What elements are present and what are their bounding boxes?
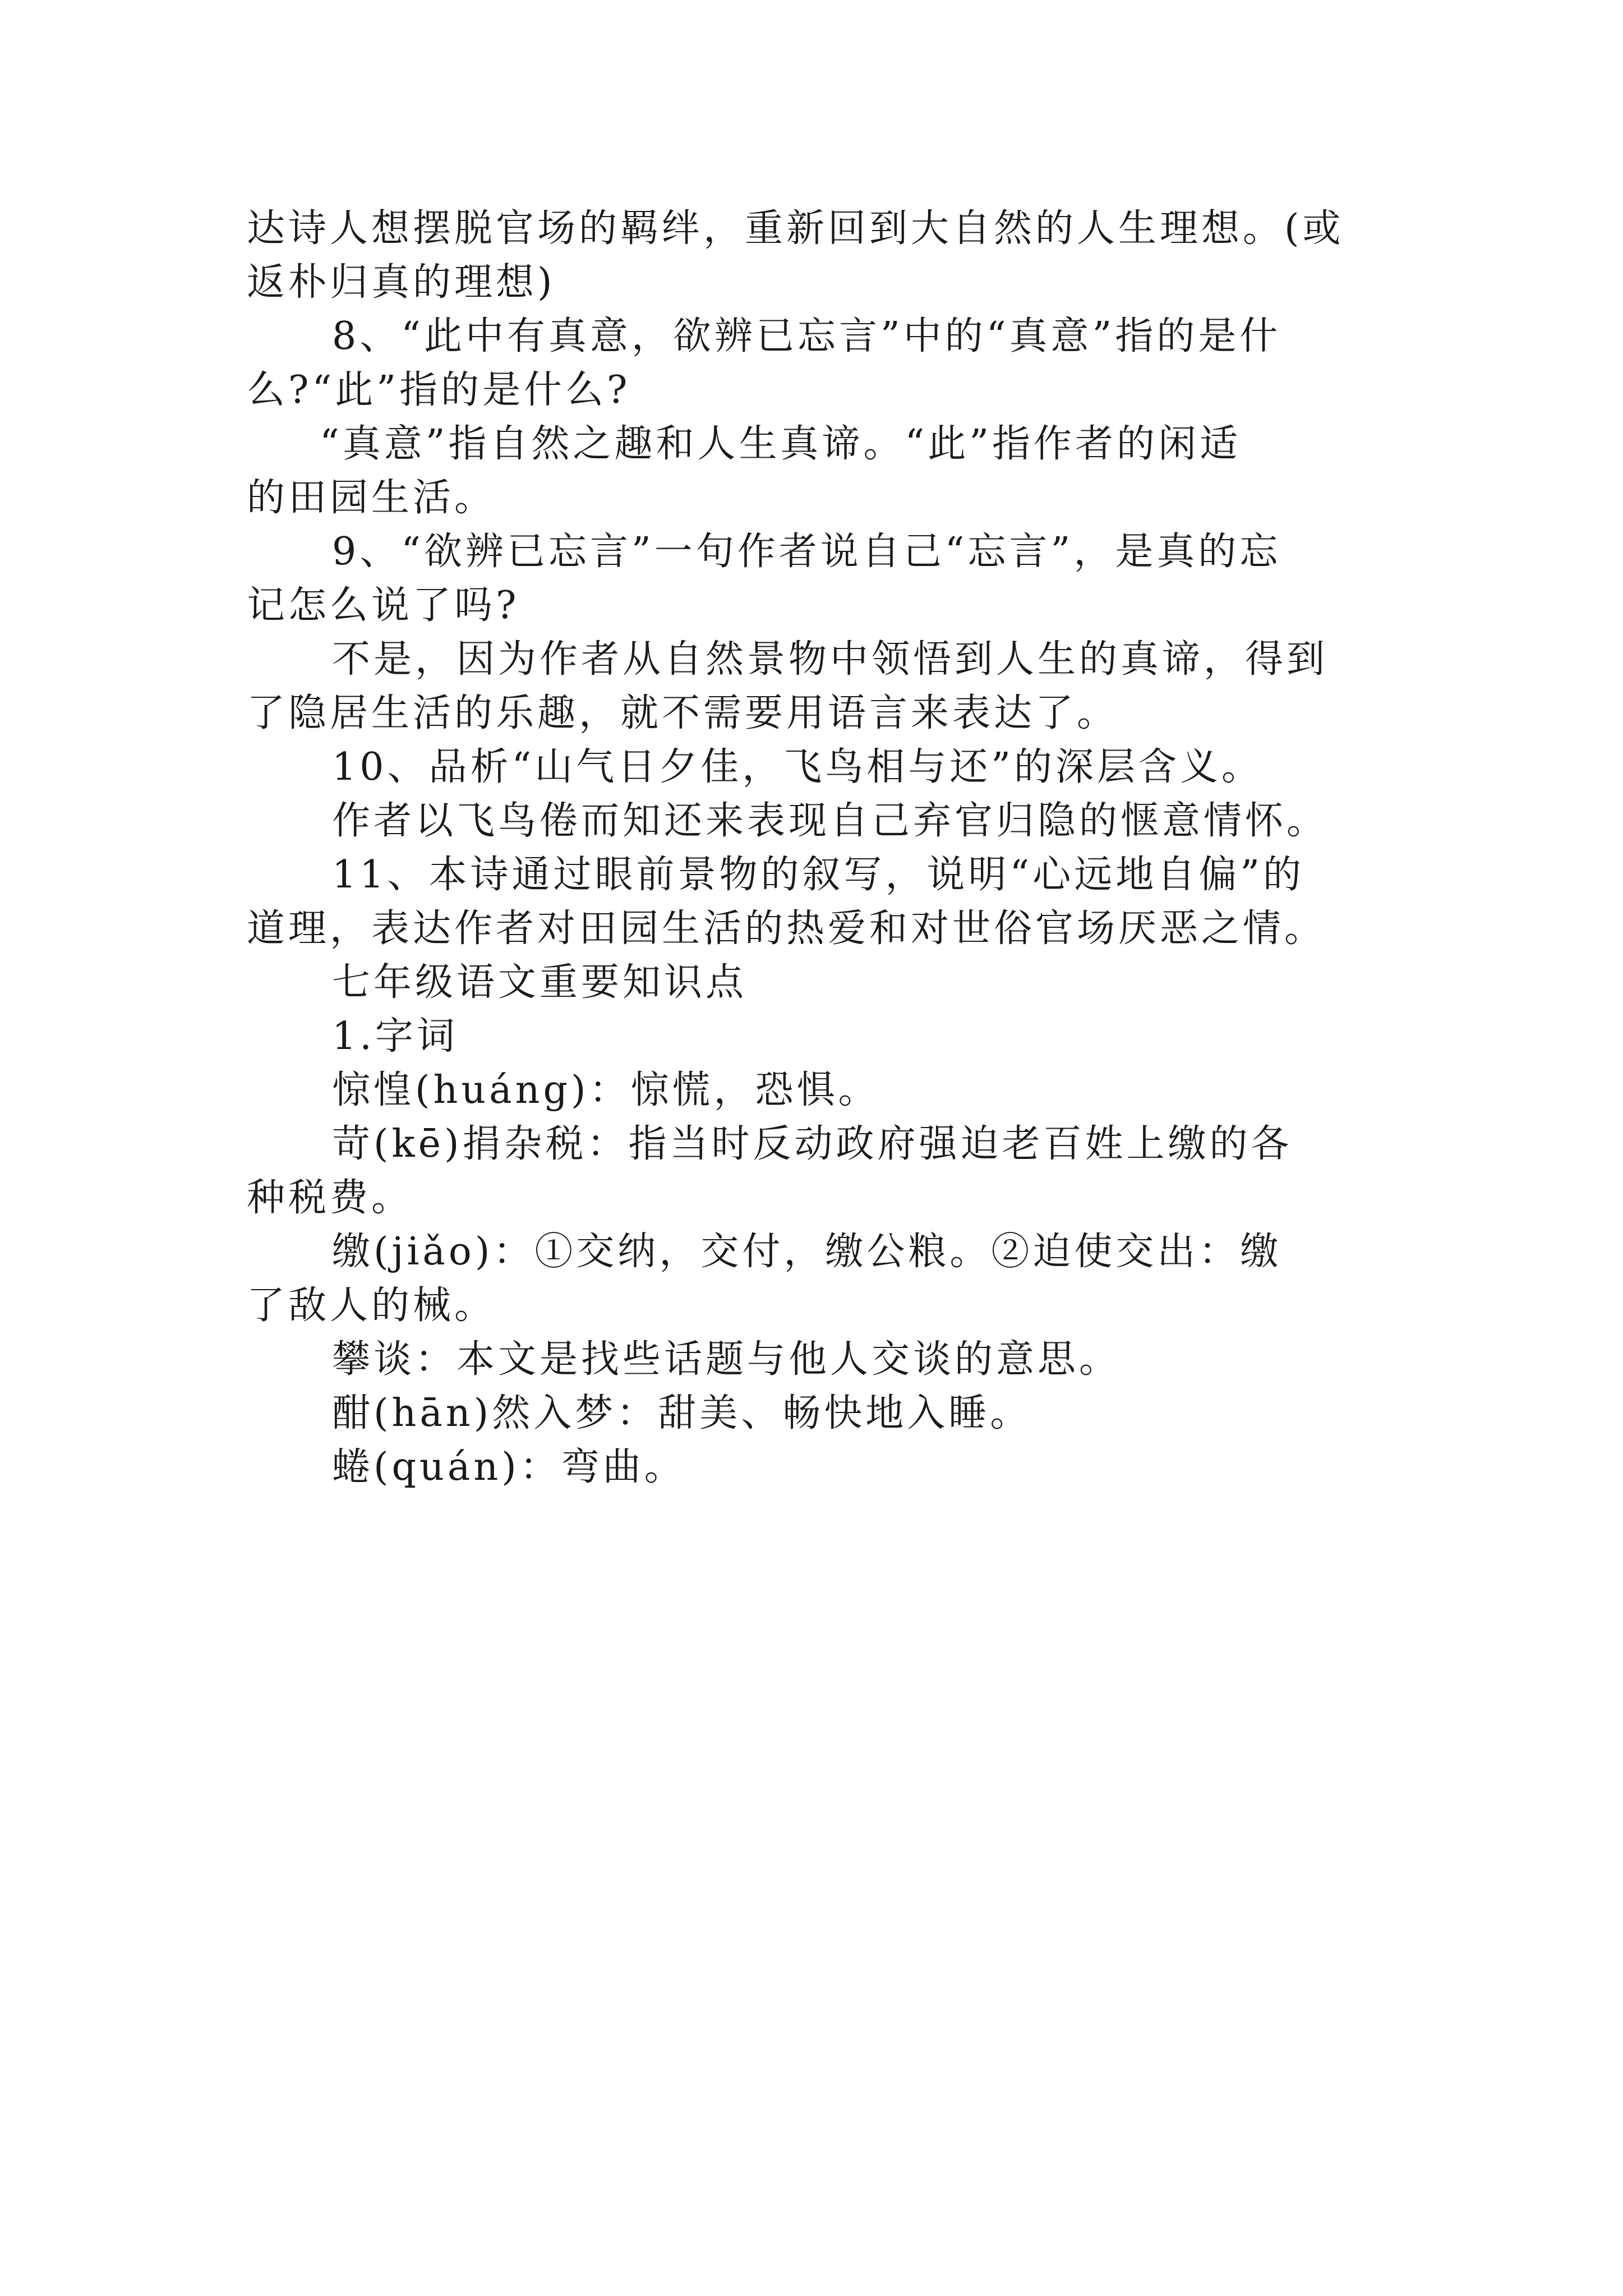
answer-8 (247, 417, 1391, 525)
text-line: 11、本诗通过眼前景物的叙写，说明“心远地自偏”的 (332, 853, 1305, 897)
document-body (247, 202, 1391, 1494)
text-line: 么?“此”指的是什么? (247, 368, 631, 412)
text-line: 10、品析“山气日夕佳，飞鸟相与还”的深层含义。 (332, 745, 1264, 789)
question-10 (247, 740, 1391, 794)
text-line: 酣(hān)然入梦：甜美、畅快地入睡。 (332, 1391, 1032, 1435)
section-heading (247, 956, 1391, 1010)
text-line: 缴(jiǎo)：①交纳，交付，缴公粮。②迫使交出：缴 (332, 1230, 1282, 1274)
text-line: 攀谈：本文是找些话题与他人交谈的意思。 (332, 1337, 1121, 1382)
text-line: 9、“欲辨已忘言”一句作者说自己“忘言”，是真的忘 (332, 530, 1281, 574)
question-8 (247, 310, 1391, 417)
paragraph-continuation (247, 202, 1391, 310)
text-line: 惊惶(huáng)：惊慌，恐惧。 (332, 1068, 880, 1112)
subsection-heading (247, 1010, 1391, 1064)
text-line: 记怎么说了吗? (247, 583, 520, 628)
text-line: 苛(kē)捐杂税：指当时反动政府强迫老百姓上缴的各 (332, 1122, 1293, 1166)
vocab-entry (247, 1117, 1391, 1225)
point-11 (247, 848, 1391, 956)
text-line: 达诗人想摆脱官场的羁绊，重新回到大自然的人生理想。(或 (247, 206, 1344, 251)
text-line: 道理，表达作者对田园生活的热爱和对世俗官场厌恶之情。 (247, 907, 1326, 951)
text-line: 了敌人的械。 (247, 1283, 496, 1328)
vocab-entry (247, 1064, 1391, 1117)
text-line: 蜷(quán)：弯曲。 (332, 1445, 686, 1489)
text-line: 七年级语文重要知识点 (332, 960, 748, 1005)
vocab-entry (247, 1441, 1391, 1494)
text-line: 作者以飞鸟倦而知还来表现自己弃官归隐的惬意情怀。 (332, 799, 1329, 843)
answer-10 (247, 794, 1391, 848)
text-line: 1.字词 (332, 1014, 458, 1059)
text-line: “真意”指自然之趣和人生真谛。“此”指作者的闲适 (320, 422, 1242, 466)
vocab-entry (247, 1387, 1391, 1441)
text-line: 返朴归真的理想) (247, 260, 556, 305)
text-line: 了隐居生活的乐趣，就不需要用语言来表达了。 (247, 691, 1119, 735)
text-line: 种税费。 (247, 1176, 413, 1220)
text-line: 的田园生活。 (247, 476, 496, 520)
vocab-entry (247, 1333, 1391, 1387)
vocab-entry (247, 1225, 1391, 1333)
text-line: 8、“此中有真意，欲辨已忘言”中的“真意”指的是什 (332, 314, 1281, 358)
text-line: 不是，因为作者从自然景物中领悟到人生的真谛，得到 (332, 637, 1329, 682)
question-9 (247, 525, 1391, 633)
answer-9 (247, 633, 1391, 740)
